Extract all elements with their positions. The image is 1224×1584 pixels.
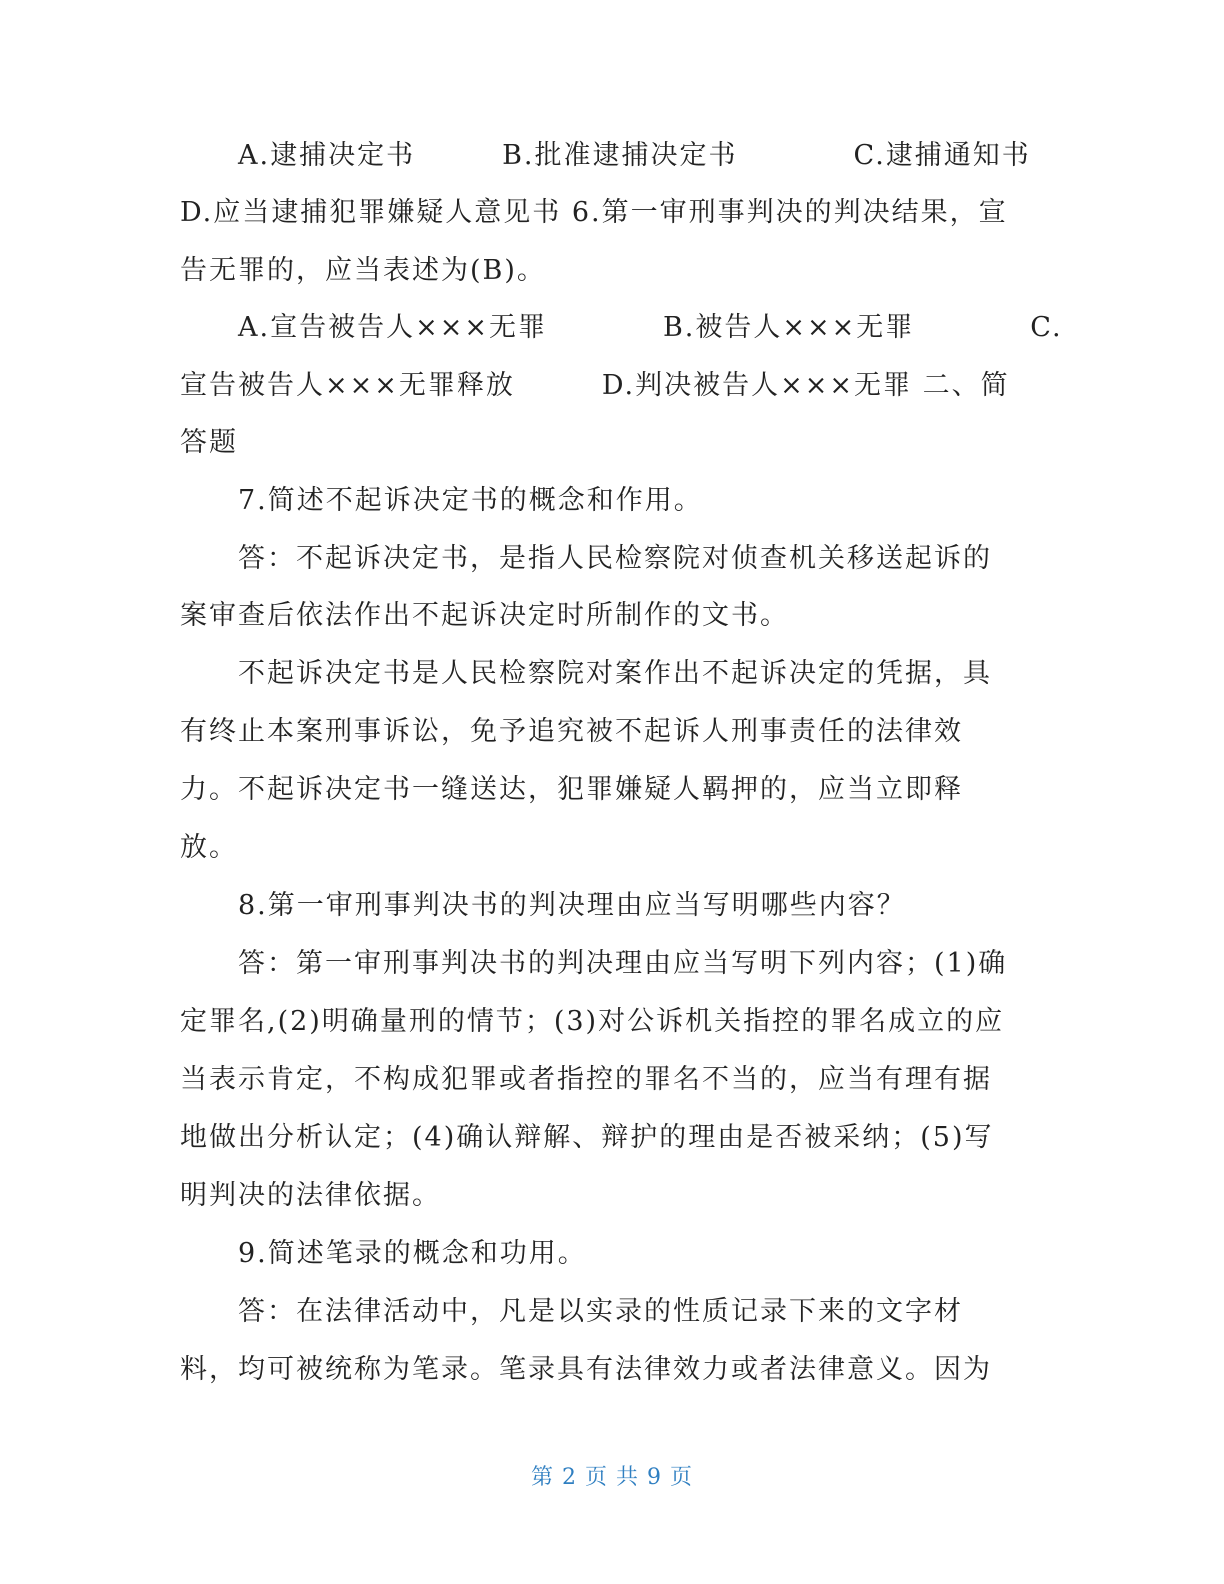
option-line-2: A.宣告被告人×××无罪 B.被告人×××无罪 C.: [238, 312, 1063, 343]
answer-7-para2-line-4: 放。: [180, 832, 238, 863]
answer-7-line-1: 答：不起诉决定书，是指人民检察院对侦查机关移送起诉的: [238, 543, 992, 574]
option-line-1: A.逮捕决定书 B.批准逮捕决定书 C.逮捕通知书: [238, 140, 1031, 171]
answer-9-line-1: 答：在法律活动中，凡是以实录的性质记录下来的文字材: [238, 1296, 963, 1327]
answer-7-para2-line-2: 有终止本案刑事诉讼，免予追究被不起诉人刑事责任的法律效: [180, 716, 963, 747]
answer-7-line-2: 案审查后依法作出不起诉决定时所制作的文书。: [180, 600, 789, 631]
answer-9-line-2: 料，均可被统称为笔录。笔录具有法律效力或者法律意义。因为: [180, 1354, 992, 1385]
section-heading: 答题: [180, 427, 238, 458]
option-line-3: 宣告被告人×××无罪释放 D.判决被告人×××无罪 二、简: [180, 370, 1010, 401]
answer-8-line-1: 答：第一审刑事判决书的判决理由应当写明下列内容；(1)确: [238, 948, 1008, 979]
answer-8-line-3: 当表示肯定，不构成犯罪或者指控的罪名不当的，应当有理有据: [180, 1064, 992, 1095]
answer-8-line-5: 明判决的法律依据。: [180, 1180, 441, 1211]
answer-7-para2-line-1: 不起诉决定书是人民检察院对案作出不起诉决定的凭据，具: [238, 658, 992, 689]
answer-7-para2-line-3: 力。不起诉决定书一缝送达，犯罪嫌疑人羁押的，应当立即释: [180, 774, 963, 805]
answer-8-line-4: 地做出分析认定；(4)确认辩解、辩护的理由是否被采纳；(5)写: [180, 1122, 994, 1153]
question-7: 7.简述不起诉决定书的概念和作用。: [238, 485, 703, 516]
question-6-line-1: D.应当逮捕犯罪嫌疑人意见书 6.第一审刑事判决的判决结果，宣: [180, 197, 1008, 228]
question-8: 8.第一审刑事判决书的判决理由应当写明哪些内容？: [238, 890, 906, 921]
question-9: 9.简述笔录的概念和功用。: [238, 1238, 587, 1269]
page-number-footer: 第 2 页 共 9 页: [531, 1465, 693, 1490]
answer-8-line-2: 定罪名,(2)明确量刑的情节；(3)对公诉机关指控的罪名成立的应: [180, 1006, 1005, 1037]
question-6-line-2: 告无罪的，应当表述为(B)。: [180, 255, 546, 286]
